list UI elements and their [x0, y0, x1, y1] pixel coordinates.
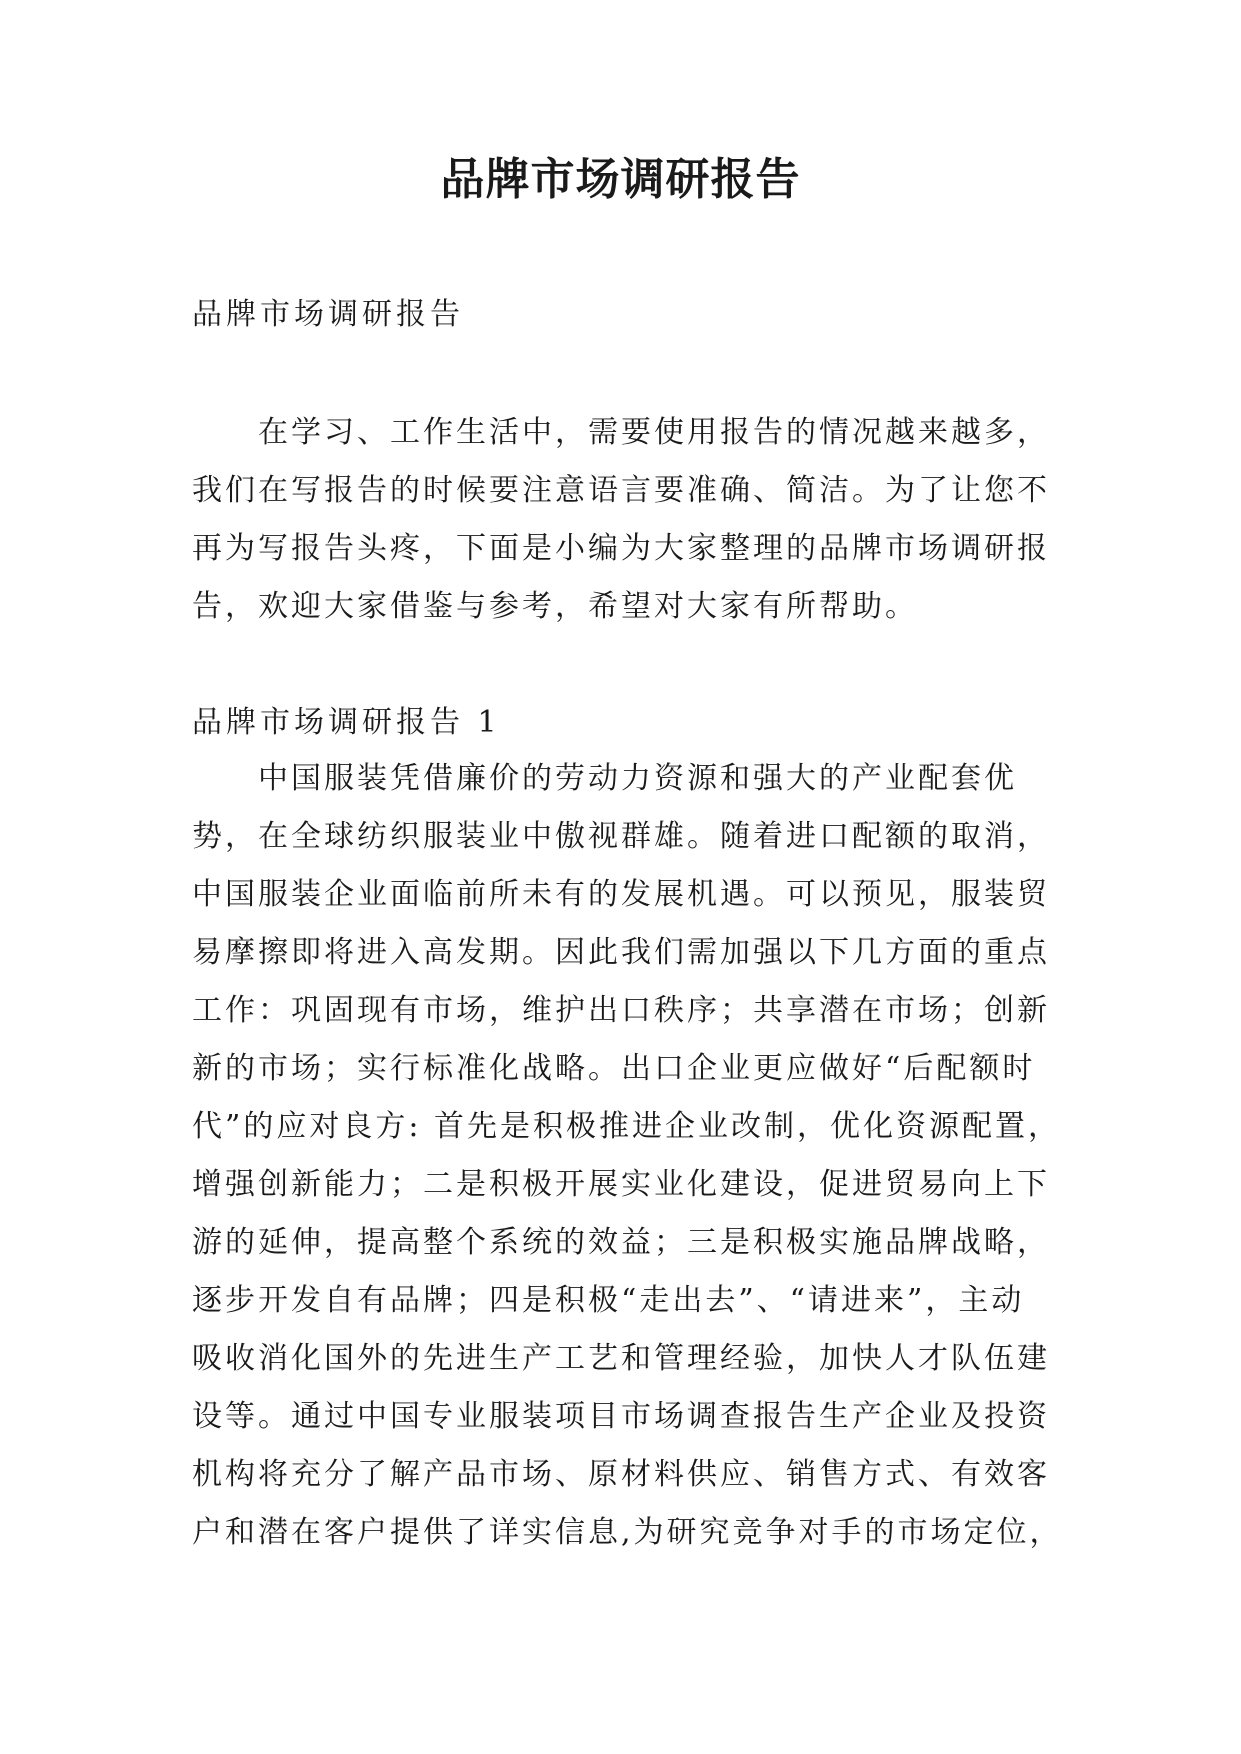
document-subtitle: 品牌市场调研报告	[192, 297, 464, 332]
body-line: 易摩擦即将进入高发期。因此我们需加强以下几方面的重点	[192, 935, 1050, 970]
body-line: 逐步开发自有品牌；四是积极“走出去”、“请进来”，主动	[192, 1283, 1025, 1318]
body-line: 吸收消化国外的先进生产工艺和管理经验，加快人才队伍建	[192, 1341, 1050, 1376]
body-line: 机构将充分了解产品市场、原材料供应、销售方式、有效客	[192, 1457, 1050, 1492]
intro-line: 告，欢迎大家借鉴与参考，希望对大家有所帮助。	[192, 589, 918, 624]
body-paragraph	[192, 750, 1072, 1562]
body-line: 势，在全球纺织服装业中傲视群雄。随着进口配额的取消，	[192, 819, 1050, 854]
body-line: 中国服装凭借廉价的劳动力资源和强大的产业配套优	[192, 761, 1017, 796]
body-line: 代”的应对良方: 首先是积极推进企业改制，优化资源配置，	[192, 1109, 1061, 1144]
intro-line: 再为写报告头疼，下面是小编为大家整理的品牌市场调研报	[192, 531, 1050, 566]
body-line: 工作：巩固现有市场，维护出口秩序；共享潜在市场；创新	[192, 993, 1050, 1028]
section-heading: 品牌市场调研报告 1	[192, 705, 501, 740]
body-line: 设等。通过中国专业服装项目市场调查报告生产企业及投资	[192, 1399, 1050, 1434]
intro-paragraph	[192, 404, 1072, 636]
body-line: 户和潜在客户提供了详实信息,为研究竞争对手的市场定位，	[192, 1515, 1063, 1550]
body-line: 游的延伸，提高整个系统的效益；三是积极实施品牌战略，	[192, 1225, 1050, 1260]
intro-line: 在学习、工作生活中，需要使用报告的情况越来越多，	[192, 415, 1050, 450]
body-line: 新的市场；实行标准化战略。出口企业更应做好“后配额时	[192, 1051, 1036, 1086]
body-line: 中国服装企业面临前所未有的发展机遇。可以预见，服装贸	[192, 877, 1050, 912]
body-line: 增强创新能力；二是积极开展实业化建设，促进贸易向上下	[192, 1167, 1050, 1202]
document-title: 品牌市场调研报告	[440, 154, 801, 205]
intro-line: 我们在写报告的时候要注意语言要准确、简洁。为了让您不	[192, 473, 1050, 508]
